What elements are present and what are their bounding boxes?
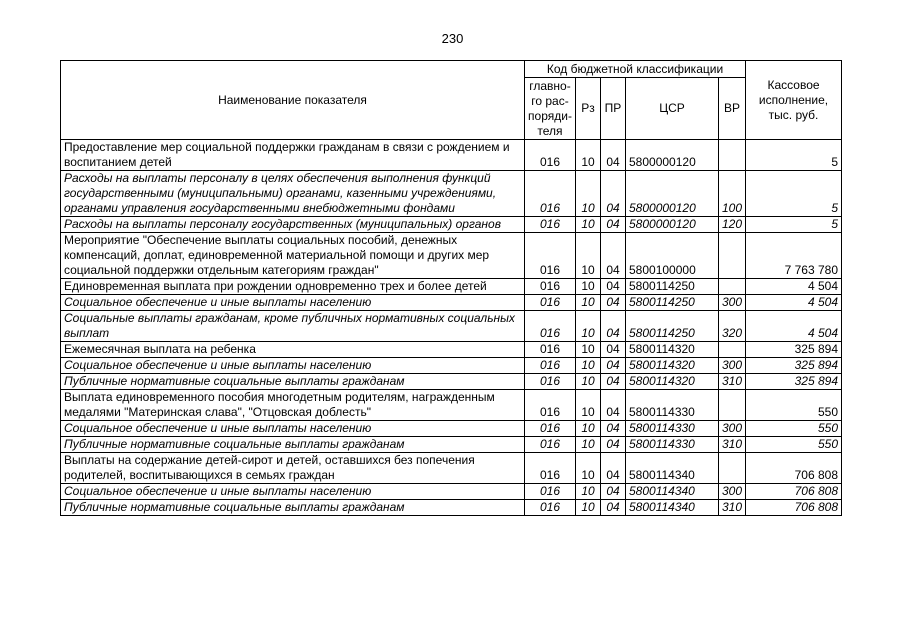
row-pr: 04: [601, 421, 626, 437]
row-vr: 310: [719, 437, 746, 453]
row-pr: 04: [601, 171, 626, 217]
table-row: [61, 140, 842, 171]
row-rz: 10: [576, 171, 601, 217]
row-csr: 5800000120: [626, 171, 719, 217]
table-row: [61, 484, 842, 500]
header-rz: Рз: [576, 78, 601, 140]
row-vr: 300: [719, 295, 746, 311]
row-glavn: 016: [525, 437, 576, 453]
header-csr: ЦСР: [626, 78, 719, 140]
row-name: Публичные нормативные социальные выплаты гражданам: [61, 437, 525, 453]
row-name: Социальное обеспечение и иные выплаты населению: [61, 295, 525, 311]
table-row: [61, 217, 842, 233]
table-row: [61, 358, 842, 374]
table-row: [61, 421, 842, 437]
row-csr: 5800114340: [626, 453, 719, 484]
header-code-group: Код бюджетной классификации: [525, 61, 746, 78]
row-rz: 10: [576, 374, 601, 390]
row-rz: 10: [576, 279, 601, 295]
row-csr: 5800114330: [626, 421, 719, 437]
row-csr: 5800114250: [626, 295, 719, 311]
row-csr: 5800114330: [626, 437, 719, 453]
row-rz: 10: [576, 500, 601, 516]
row-vr: 310: [719, 374, 746, 390]
row-pr: 04: [601, 437, 626, 453]
row-amount: 706 808: [746, 500, 842, 516]
row-vr: 310: [719, 500, 746, 516]
row-csr: 5800114320: [626, 374, 719, 390]
row-csr: 5800114340: [626, 500, 719, 516]
row-name: Выплаты на содержание детей-сирот и детей, оставшихся без попечения родителей, воспитывающихся в семьях граждан: [61, 453, 525, 484]
table-row: [61, 374, 842, 390]
row-name: Расходы на выплаты персоналу государственных (муниципальных) органов: [61, 217, 525, 233]
row-pr: 04: [601, 374, 626, 390]
table-row: [61, 295, 842, 311]
row-vr: [719, 140, 746, 171]
row-vr: [719, 453, 746, 484]
row-csr: 5800114250: [626, 279, 719, 295]
row-name: Публичные нормативные социальные выплаты гражданам: [61, 374, 525, 390]
row-rz: 10: [576, 140, 601, 171]
row-rz: 10: [576, 233, 601, 279]
row-glavn: 016: [525, 342, 576, 358]
row-glavn: 016: [525, 279, 576, 295]
row-glavn: 016: [525, 453, 576, 484]
row-glavn: 016: [525, 217, 576, 233]
row-pr: 04: [601, 295, 626, 311]
table-row: [61, 171, 842, 217]
row-csr: 5800114330: [626, 390, 719, 421]
row-csr: 5800100000: [626, 233, 719, 279]
row-amount: 550: [746, 437, 842, 453]
row-name: Публичные нормативные социальные выплаты гражданам: [61, 500, 525, 516]
row-glavn: 016: [525, 140, 576, 171]
row-rz: 10: [576, 453, 601, 484]
row-pr: 04: [601, 342, 626, 358]
row-amount: 325 894: [746, 374, 842, 390]
row-pr: 04: [601, 233, 626, 279]
row-name: Единовременная выплата при рождении одновременно трех и более детей: [61, 279, 525, 295]
row-vr: 320: [719, 311, 746, 342]
row-rz: 10: [576, 437, 601, 453]
row-pr: 04: [601, 453, 626, 484]
row-vr: 300: [719, 421, 746, 437]
row-rz: 10: [576, 342, 601, 358]
row-pr: 04: [601, 311, 626, 342]
row-glavn: 016: [525, 374, 576, 390]
row-rz: 10: [576, 311, 601, 342]
row-csr: 5800000120: [626, 217, 719, 233]
row-rz: 10: [576, 295, 601, 311]
page-number: 230: [441, 31, 464, 46]
table-row: [61, 453, 842, 484]
table-row: [61, 311, 842, 342]
row-name: Расходы на выплаты персоналу в целях обеспечения выполнения функций государственными (муниципальными) органами, казенными учреждениями, органами управления государственными внебюджетными фондами: [61, 171, 525, 217]
header-glavn: главно-го рас-поряди-теля: [525, 78, 576, 140]
row-name: Ежемесячная выплата на ребенка: [61, 342, 525, 358]
row-vr: 120: [719, 217, 746, 233]
row-glavn: 016: [525, 390, 576, 421]
header-name: Наименование показателя: [61, 61, 525, 140]
table-row: [61, 233, 842, 279]
row-glavn: 016: [525, 500, 576, 516]
table-row: [61, 437, 842, 453]
row-pr: 04: [601, 140, 626, 171]
row-pr: 04: [601, 217, 626, 233]
header-vr: ВР: [719, 78, 746, 140]
row-glavn: 016: [525, 358, 576, 374]
row-amount: 706 808: [746, 453, 842, 484]
row-glavn: 016: [525, 233, 576, 279]
row-name: Мероприятие "Обеспечение выплаты социальных пособий, денежных компенсаций, доплат, единовременной материальной помощи и других мер социальной поддержки отдельным категориям граждан": [61, 233, 525, 279]
row-name: Выплата единовременного пособия многодетным родителям, награжденным медалями "Материнская слава", "Отцовская доблесть": [61, 390, 525, 421]
table-header: [61, 61, 842, 140]
row-name: Социальное обеспечение и иные выплаты населению: [61, 484, 525, 500]
row-csr: 5800000120: [626, 140, 719, 171]
row-pr: 04: [601, 484, 626, 500]
header-pr: ПР: [601, 78, 626, 140]
row-glavn: 016: [525, 484, 576, 500]
row-vr: [719, 279, 746, 295]
row-rz: 10: [576, 421, 601, 437]
row-amount: 325 894: [746, 358, 842, 374]
table-row: [61, 390, 842, 421]
row-rz: 10: [576, 390, 601, 421]
row-glavn: 016: [525, 311, 576, 342]
row-pr: 04: [601, 390, 626, 421]
row-pr: 04: [601, 358, 626, 374]
row-amount: 5: [746, 171, 842, 217]
row-name: Социальное обеспечение и иные выплаты населению: [61, 358, 525, 374]
table-row: [61, 342, 842, 358]
row-name: Предоставление мер социальной поддержки гражданам в связи с рождением и воспитанием детей: [61, 140, 525, 171]
row-name: Социальные выплаты гражданам, кроме публичных нормативных социальных выплат: [61, 311, 525, 342]
row-rz: 10: [576, 358, 601, 374]
budget-table: [60, 60, 842, 516]
row-amount: 550: [746, 421, 842, 437]
row-vr: 300: [719, 484, 746, 500]
row-csr: 5800114320: [626, 358, 719, 374]
row-amount: 325 894: [746, 342, 842, 358]
row-csr: 5800114340: [626, 484, 719, 500]
row-vr: 300: [719, 358, 746, 374]
row-amount: 4 504: [746, 279, 842, 295]
row-amount: 5: [746, 217, 842, 233]
header-amount: Кассовое исполнение, тыс. руб.: [746, 61, 842, 140]
row-vr: [719, 233, 746, 279]
row-glavn: 016: [525, 421, 576, 437]
table-body: [61, 140, 842, 516]
row-glavn: 016: [525, 171, 576, 217]
row-amount: 5: [746, 140, 842, 171]
row-amount: 7 763 780: [746, 233, 842, 279]
row-vr: [719, 342, 746, 358]
row-glavn: 016: [525, 295, 576, 311]
row-amount: 4 504: [746, 295, 842, 311]
row-name: Социальное обеспечение и иные выплаты населению: [61, 421, 525, 437]
table-row: [61, 500, 842, 516]
row-amount: 706 808: [746, 484, 842, 500]
row-pr: 04: [601, 500, 626, 516]
row-pr: 04: [601, 279, 626, 295]
row-vr: 100: [719, 171, 746, 217]
row-csr: 5800114250: [626, 311, 719, 342]
row-amount: 4 504: [746, 311, 842, 342]
row-rz: 10: [576, 484, 601, 500]
row-amount: 550: [746, 390, 842, 421]
row-rz: 10: [576, 217, 601, 233]
row-vr: [719, 390, 746, 421]
table-row: [61, 279, 842, 295]
row-csr: 5800114320: [626, 342, 719, 358]
